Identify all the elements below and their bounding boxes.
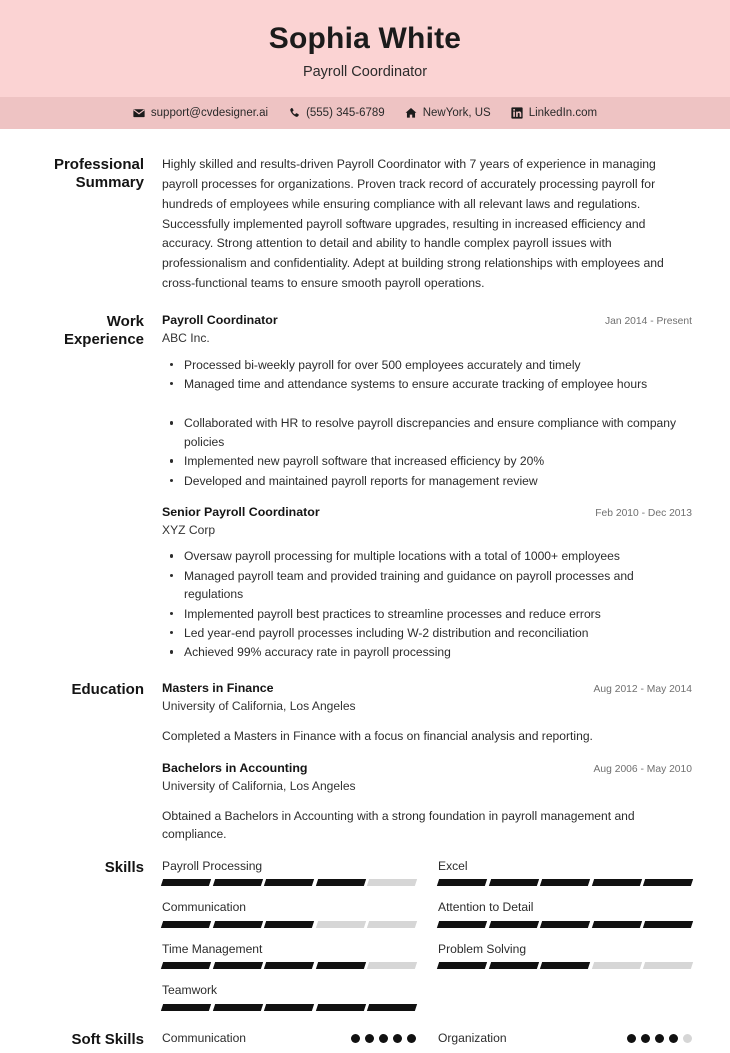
contact-bar [0,97,730,129]
education-description: Obtained a Bachelors in Accounting with a strong foundation in payroll management and compliance. [162,809,635,842]
experience-org: ABC Inc. [162,331,210,346]
skill-bar-segment [264,921,314,928]
summary-text: Highly skilled and results-driven Payroll Coordinator with 7 years of experience in managing payroll processes for organizations. Proven track record of accurately processing payroll for hundreds of employees while ensuring compliance with all relevant laws and regulations. Successfully implemented payroll software upgrades, resulting in increased efficiency and accuracy. Strong attention to detail and ability to handle complex payroll issues with professionalism and confidentiality. Adept at building strong relationships with employees and cross-functional teams to ensure smooth payroll operations. [162,156,664,291]
contact-linkedin-text: LinkedIn.com [528,106,598,119]
skill-bar-segment [316,921,366,928]
skill-item [162,982,416,1024]
skill-bar-segment [212,1004,262,1011]
education-entry [162,760,692,844]
skill-bar-segment [367,1004,417,1011]
skill-level-bar [162,962,416,969]
section-label-summary: Professional Summary [53,155,144,192]
skill-bar-segment [367,962,417,969]
experience-role: Payroll Coordinator [162,313,278,328]
rating-dot [683,1034,692,1043]
bullet-item: Implemented new payroll software that increased efficiency by 20% [162,452,692,470]
soft-skill-name: Communication [162,1030,247,1045]
section-label-education: Education [71,680,144,698]
rating-dot [351,1034,360,1043]
skill-bar-segment [367,921,417,928]
skill-bar-segment [212,921,262,928]
section-label-soft-skills: Soft Skills [71,1030,144,1048]
skill-item [438,941,692,983]
contact-location-text: NewYork, US [422,106,491,119]
rating-dot [655,1034,664,1043]
skill-bar-segment [540,921,590,928]
skill-name: Excel [438,858,468,873]
skill-bar-segment [592,879,642,886]
skill-bar-segment [264,962,314,969]
education-degree: Masters in Finance [162,680,274,695]
skill-bar-segment [161,962,211,969]
rating-dot [627,1034,636,1043]
skill-bar-segment [316,1004,366,1011]
bullet-item: Oversaw payroll processing for multiple locations with a total of 1000+ employees [162,547,692,565]
education-date: Aug 2012 - May 2014 [593,683,692,695]
skill-name: Communication [162,900,247,915]
rating-dot [669,1034,678,1043]
skill-bar-segment [212,879,262,886]
soft-skill-name: Organization [438,1030,507,1045]
education-description: Completed a Masters in Finance with a focus on financial analysis and reporting. [162,729,593,744]
skill-bar-segment [161,921,211,928]
section-education [38,680,692,846]
candidate-name: Sophia White [268,22,462,55]
skill-name: Problem Solving [438,941,527,956]
skill-bar-segment [592,921,642,928]
email-icon [133,107,145,119]
skill-bar-segment [316,962,366,969]
skill-name: Time Management [162,941,263,956]
bullet-item: Developed and maintained payroll reports for management review [162,472,692,490]
contact-linkedin[interactable] [511,107,597,119]
rating-dot [365,1034,374,1043]
skill-bar-segment [643,879,693,886]
skill-level-bar [438,921,692,928]
contact-email[interactable] [133,107,268,119]
skill-bar-segment [488,962,538,969]
rating-dot [393,1034,402,1043]
skill-item [438,899,692,941]
skill-bar-segment [540,879,590,886]
soft-skill-item [162,1030,416,1048]
skill-bar-segment [643,921,693,928]
bullet-item: Implemented payroll best practices to streamline processes and reduce errors [162,605,692,623]
section-skills [38,858,692,1024]
experience-date: Jan 2014 - Present [604,316,692,328]
experience-bullets [162,356,692,490]
skill-bar-segment [212,962,262,969]
skill-bar-segment [437,879,487,886]
rating-dot [407,1034,416,1043]
skill-name: Teamwork [162,983,218,998]
skills-grid [162,858,692,1024]
home-icon [405,107,417,119]
skill-bar-segment [264,879,314,886]
skill-item [162,899,416,941]
skill-bar-segment [264,1004,314,1011]
skill-name: Payroll Processing [162,858,263,873]
skill-bar-segment [316,879,366,886]
section-label-skills: Skills [104,858,144,876]
experience-entry [162,504,692,662]
education-entry [162,680,692,746]
contact-phone-text: (555) 345-6789 [306,106,385,119]
soft-skill-rating [627,1034,692,1043]
skill-bar-segment [488,879,538,886]
experience-org: XYZ Corp [162,522,216,537]
rating-dot [641,1034,650,1043]
education-date: Aug 2006 - May 2010 [593,763,692,775]
skill-item [162,941,416,983]
soft-skill-item [438,1030,692,1048]
candidate-job-title: Payroll Coordinator [302,63,428,80]
rating-dot [379,1034,388,1043]
skill-bar-segment [592,962,642,969]
linkedin-icon [511,107,523,119]
education-school: University of California, Los Angeles [162,698,356,713]
bullet-item: Managed payroll team and provided training and guidance on payroll processes and regulations [162,567,692,604]
skill-name: Attention to Detail [438,900,534,915]
skill-bar-segment [437,921,487,928]
bullet-item: Led year-end payroll processes including W-2 distribution and reconciliation [162,624,692,642]
contact-email-text: support@cvdesigner.ai [150,106,269,119]
skill-level-bar [162,921,416,928]
skill-bar-segment [367,879,417,886]
soft-skill-rating [351,1034,416,1043]
skill-bar-segment [437,962,487,969]
experience-bullets [162,547,692,661]
skill-level-bar [438,962,692,969]
contact-location[interactable] [405,107,491,119]
skill-level-bar [162,1004,416,1011]
resume-header [0,0,730,97]
soft-skills-grid [162,1030,692,1048]
phone-icon [288,107,300,119]
skill-item [162,858,416,900]
skill-level-bar [438,879,692,886]
bullet-item: Managed time and attendance systems to ensure accurate tracking of employee hours [162,375,692,393]
experience-entry [162,312,692,490]
section-label-experience: Work Experience [63,313,144,349]
experience-role: Senior Payroll Coordinator [162,504,320,519]
experience-date: Feb 2010 - Dec 2013 [595,507,692,519]
skill-level-bar [162,879,416,886]
skill-item [438,858,692,900]
contact-phone[interactable] [288,107,385,119]
bullet-item: Achieved 99% accuracy rate in payroll processing [162,643,692,661]
skill-bar-segment [161,879,211,886]
skill-bar-segment [643,962,693,969]
section-soft-skills [38,1030,692,1049]
skill-bar-segment [161,1004,211,1011]
skill-bar-segment [488,921,538,928]
education-school: University of California, Los Angeles [162,778,356,793]
bullet-item: Processed bi-weekly payroll for over 500 employees accurately and timely [162,356,692,374]
skill-bar-segment [540,962,590,969]
section-professional-summary [38,155,692,294]
section-work-experience [38,312,692,664]
bullet-item: Collaborated with HR to resolve payroll discrepancies and ensure compliance with company policies [162,414,692,451]
resume-body [0,129,730,1049]
education-degree: Bachelors in Accounting [162,760,308,775]
